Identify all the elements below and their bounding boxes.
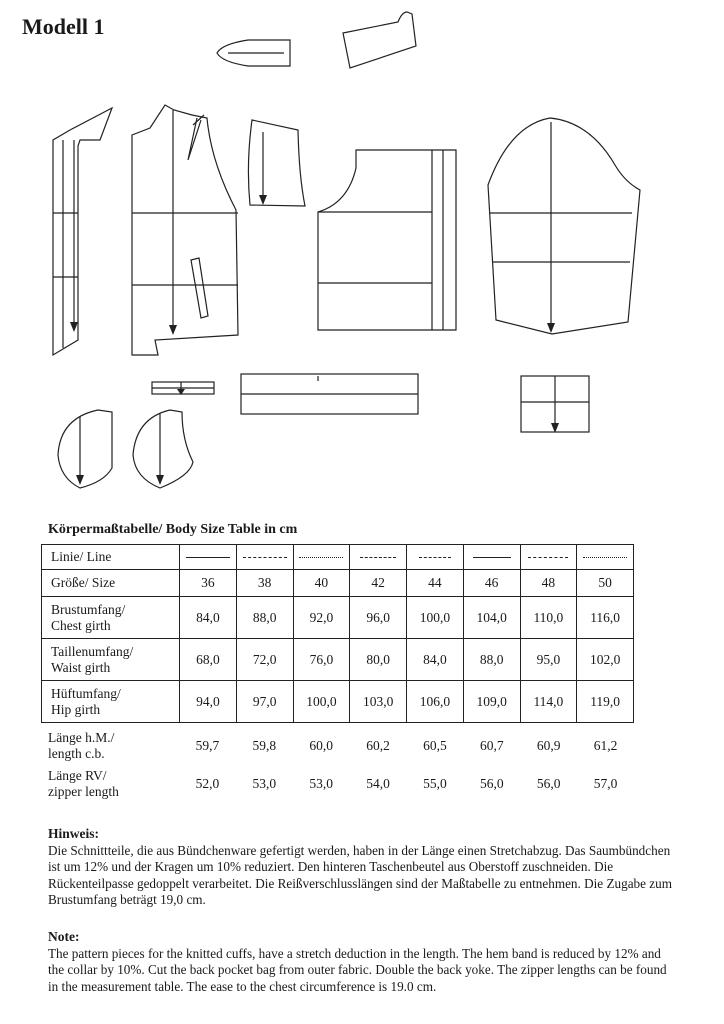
size-cell: 38: [236, 570, 293, 597]
front-facing-piece: [53, 108, 112, 355]
size-table-title: Körpermaßtabelle/ Body Size Table in cm: [48, 522, 298, 537]
grain-arrow: [76, 475, 84, 485]
grain-arrow: [70, 322, 78, 332]
value-cell: 84,0: [407, 639, 464, 681]
length-table: [41, 727, 634, 803]
value-cell: 100,0: [293, 681, 350, 723]
value-cell: 88,0: [236, 597, 293, 639]
row-label-line: Linie/ Line: [42, 545, 180, 570]
value-cell: 68,0: [180, 639, 237, 681]
row-label-waist: Taillenumfang/ Waist girth: [42, 639, 180, 681]
line-sample-48: [520, 545, 577, 570]
value-cell: 119,0: [577, 681, 634, 723]
value-cell: 57,0: [593, 776, 618, 791]
value-cell: 114,0: [520, 681, 577, 723]
value-cell: 88,0: [463, 639, 520, 681]
value-cell: 56,0: [536, 776, 561, 791]
hinweis-heading: Hinweis:: [48, 826, 100, 841]
value-cell: 94,0: [180, 681, 237, 723]
row-label-size: Größe/ Size: [42, 570, 180, 597]
value-cell: 60,9: [536, 738, 561, 753]
waist-girth-row: [42, 639, 634, 681]
value-cell: 96,0: [350, 597, 407, 639]
body-size-table: [41, 544, 634, 723]
value-cell: 106,0: [407, 681, 464, 723]
zipper-band-piece: [152, 382, 214, 395]
line-sample-36: [180, 545, 237, 570]
value-cell: 60,2: [366, 738, 390, 753]
value-cell: 109,0: [463, 681, 520, 723]
row-label-length-cb: Länge h.M./ length c.b.: [48, 730, 115, 761]
back-piece: [318, 150, 456, 330]
hip-girth-row: [42, 681, 634, 723]
pocket-bag-piece-2: [133, 410, 193, 488]
side-piece: [248, 120, 305, 206]
value-cell: 61,2: [593, 738, 618, 753]
collar-piece: [217, 40, 290, 66]
size-cell: 50: [577, 570, 634, 597]
value-cell: 116,0: [577, 597, 634, 639]
value-cell: 55,0: [423, 776, 447, 791]
value-cell: 80,0: [350, 639, 407, 681]
page-title: Modell 1: [22, 14, 105, 39]
grain-arrow: [156, 475, 164, 485]
size-cell: 40: [293, 570, 350, 597]
line-sample-50: [577, 545, 634, 570]
value-cell: 59,7: [195, 738, 220, 753]
row-label-chest: Brustumfang/ Chest girth: [42, 597, 180, 639]
hinweis-section: [48, 826, 678, 909]
grain-arrow: [169, 325, 177, 335]
line-sample-38: [236, 545, 293, 570]
value-cell: 84,0: [180, 597, 237, 639]
value-cell: 52,0: [195, 776, 220, 791]
value-cell: 72,0: [236, 639, 293, 681]
size-cell: 36: [180, 570, 237, 597]
value-cell: 95,0: [520, 639, 577, 681]
pocket-bag-piece-1: [58, 410, 112, 488]
grain-arrow: [259, 195, 267, 205]
chest-girth-row: [42, 597, 634, 639]
value-cell: 103,0: [350, 681, 407, 723]
note-section: [48, 929, 678, 995]
size-cell: 46: [463, 570, 520, 597]
sleeve-piece: [488, 118, 640, 334]
value-cell: 76,0: [293, 639, 350, 681]
row-label-hip: Hüftumfang/ Hip girth: [42, 681, 180, 723]
value-cell: 53,0: [252, 776, 277, 791]
hinweis-text: Die Schnittteile, die aus Bündchenware gefertigt werden, haben in der Länge einen Stretchabzug. Das Saumbündchen ist um 12% und der Kragen um 10% reduziert. Den hinteren Taschenbeutel aus Oberstoff zuschneiden. Die Rückenteilpasse gedoppelt verarbeitet. Die Reißverschlusslängen sind der Maßtabelle zu entnehmen. Die Zugabe zum Brustumfang beträgt 19,0 cm.: [48, 842, 672, 907]
value-cell: 56,0: [480, 776, 504, 791]
row-label-zipper: Länge RV/ zipper length: [48, 768, 119, 799]
zipper-length-row: [41, 765, 634, 803]
grain-arrow: [547, 323, 555, 333]
size-row: [42, 570, 634, 597]
line-sample-40: [293, 545, 350, 570]
value-cell: 60,7: [480, 738, 504, 753]
value-cell: 60,5: [423, 738, 447, 753]
line-sample-42: [350, 545, 407, 570]
line-sample-46: [463, 545, 520, 570]
note-heading: Note:: [48, 929, 80, 944]
back-yoke-piece: [343, 12, 416, 68]
hem-band-piece: [241, 374, 418, 414]
value-cell: 110,0: [520, 597, 577, 639]
value-cell: 53,0: [309, 776, 333, 791]
size-cell: 42: [350, 570, 407, 597]
line-style-row: [42, 545, 634, 570]
value-cell: 100,0: [407, 597, 464, 639]
size-cell: 48: [520, 570, 577, 597]
front-piece: [132, 105, 238, 355]
cuff-piece: [521, 376, 589, 433]
length-cb-row: [41, 727, 634, 765]
line-sample-44: [407, 545, 464, 570]
value-cell: 54,0: [366, 776, 390, 791]
value-cell: 60,0: [309, 738, 333, 753]
value-cell: 92,0: [293, 597, 350, 639]
value-cell: 102,0: [577, 639, 634, 681]
value-cell: 104,0: [463, 597, 520, 639]
value-cell: 59,8: [252, 738, 277, 753]
value-cell: 97,0: [236, 681, 293, 723]
note-text: The pattern pieces for the knitted cuffs, have a stretch deduction in the length. The hem band is reduced by 12% and the collar by 10%. Cut the back pocket bag from outer fabric. Double the back yoke. The zipper lengths can be found in the measurement table. The ease to the chest circumference is 19.0 cm.: [48, 945, 667, 994]
size-cell: 44: [407, 570, 464, 597]
